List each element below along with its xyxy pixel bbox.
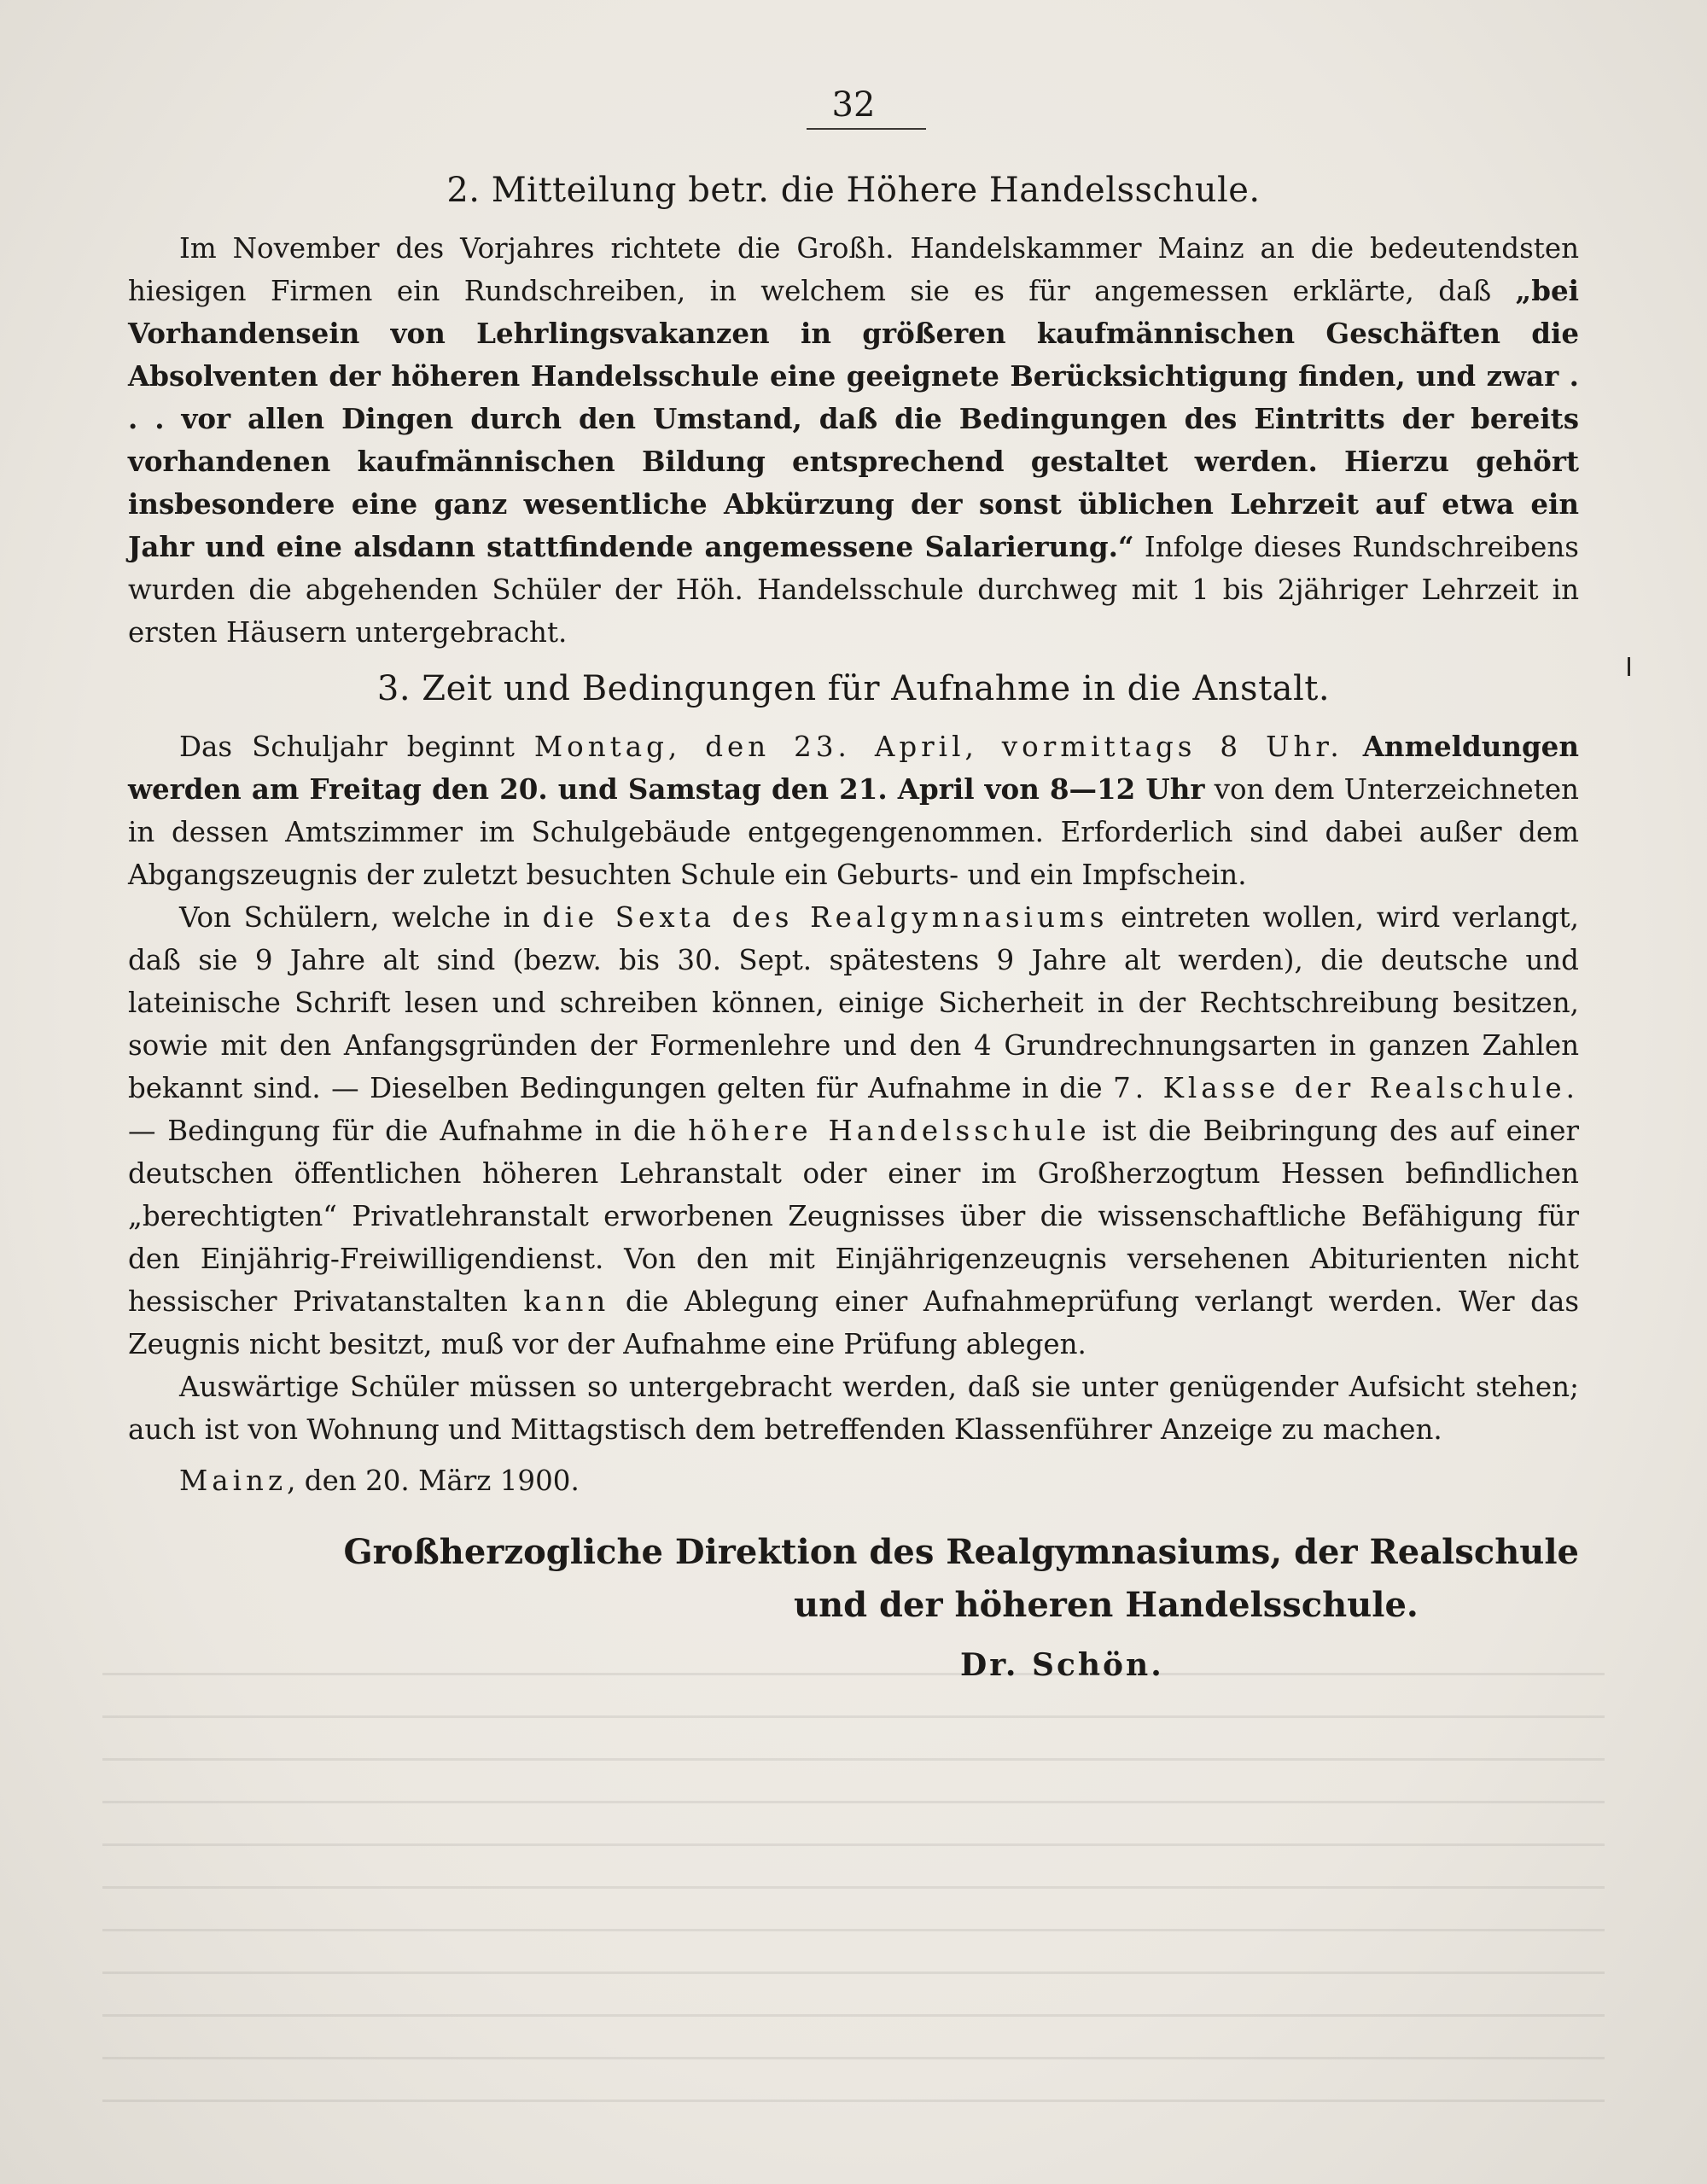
text-run: Im November des Vorjahres richtete die Großh. Handelskammer Mainz an die bedeutendsten hiesigen Firmen ein Rundschreiben, in welchem sie es für angemessen erklärte, daß <box>128 232 1579 307</box>
section-2-heading: 2. Mitteilung betr. die Höhere Handelsschule. <box>446 171 1261 210</box>
signature-organization-line-1: Großherzogliche Direktion des Realgymnasiums, der Realschule <box>343 1532 1579 1572</box>
section-2-paragraph <box>128 227 1579 654</box>
place: Mainz <box>179 1465 288 1497</box>
place-date <box>128 1459 1579 1502</box>
margin-mark <box>1628 657 1630 676</box>
text-run: — Bedingung für die Aufnahme in die <box>128 1115 689 1147</box>
section-3-heading: 3. Zeit und Bedingungen für Aufnahme in die Anstalt. <box>376 669 1331 708</box>
text-run: eintreten wollen, wird verlangt, daß sie 9 Jahre alt sind (bezw. bis 30. Sept. spätestens 9 Jahre alt werden), die deutsche und lateinische Schrift lesen und schreiben können, einige Sicherheit in der Rechtschreibung besitzen, sowie mit den Anfangsgründen der Formenlehre und den 4 Grundrechnungsarten in ganzen Zahlen bekannt sind. — Dieselben Bedingungen gelten für Aufnahme in die <box>128 901 1580 1104</box>
text-run <box>1343 731 1363 763</box>
text-run: 7. Klasse der Realschule. <box>1113 1072 1579 1104</box>
text-run: die Sexta des Realgymnasiums <box>542 901 1109 934</box>
text-run: Montag, den 23. April, vormittags 8 Uhr. <box>533 731 1343 763</box>
text-run: die Ablegung einer Aufnahmeprüfung verlangt werden. Wer das Zeugnis nicht besitzt, muß vor der Aufnahme eine Prüfung ablegen. <box>128 1285 1580 1360</box>
section-3-paragraph-3 <box>128 1366 1579 1451</box>
page-number-rule <box>807 128 926 130</box>
text-run: Von Schülern, welche in <box>179 901 543 934</box>
signature-organization-line-2: und der höheren Handelsschule. <box>794 1585 1419 1625</box>
show-through-text <box>102 1647 1605 2116</box>
date: , den 20. März 1900. <box>287 1465 580 1497</box>
text-run: Das Schuljahr beginnt <box>179 731 534 763</box>
main-text <box>128 162 1579 1683</box>
text-run: kann <box>523 1285 610 1318</box>
text-run: höhere Handelsschule <box>688 1115 1091 1147</box>
section-3-paragraph-2 <box>128 896 1579 1366</box>
text-run: Infolge dieses Rundschreibens wurden die abgehenden Schüler der Höh. Handelsschule durchweg mit 1 bis 2jähriger Lehrzeit in ersten Häusern untergebracht. <box>128 531 1579 649</box>
text-run: von dem Unterzeichneten in dessen Amtszimmer im Schulgebäude entgegengenommen. Erforderlich sind dabei außer dem Abgangszeugnis der zuletzt besuchten Schule ein Geburts- und ein Impfschein. <box>128 773 1579 891</box>
text-run: Auswärtige Schüler müssen so untergebracht werden, daß sie unter genügender Aufsicht stehen; auch ist von Wohnung und Mittagstisch dem betreffenden Klassenführer Anzeige zu machen. <box>128 1371 1579 1446</box>
section-3-paragraph-1 <box>128 725 1579 896</box>
text-run: ist die Beibringung des auf einer deutschen öffentlichen höheren Lehranstalt oder einer im Großherzogtum Hessen befindlichen „berechtigten“ Privatlehranstalt erworbenen Zeugnisses über die wissenschaftliche Befähigung für den Einjährig-Freiwilligendienst. Von den mit Einjährigenzeugnis versehenen Abiturienten nicht hessischer Privatanstalten <box>128 1115 1579 1318</box>
page-number: 32 <box>831 85 876 125</box>
signatory-name: Dr. Schön. <box>960 1647 1164 1683</box>
text-run: „bei Vorhandensein von Lehrlingsvakanzen in größeren kaufmännischen Geschäften die Absolventen der höheren Handelsschule eine geeignete Berücksichtigung finden, und zwar . . . vor allen Dingen durch den Umstand, daß die Bedingungen des Eintritts der bereits vorhandenen kaufmännischen Bildung entsprechend gestaltet werden. Hierzu gehört insbesondere eine ganz wesentliche Abkürzung der sonst üblichen Lehrzeit auf etwa ein Jahr und eine alsdann stattfindende angemessene Salarierung.“ <box>128 274 1579 563</box>
text-run: Anmeldungen werden am Freitag den 20. und Samstag den 21. April von 8—12 Uhr <box>128 730 1579 806</box>
